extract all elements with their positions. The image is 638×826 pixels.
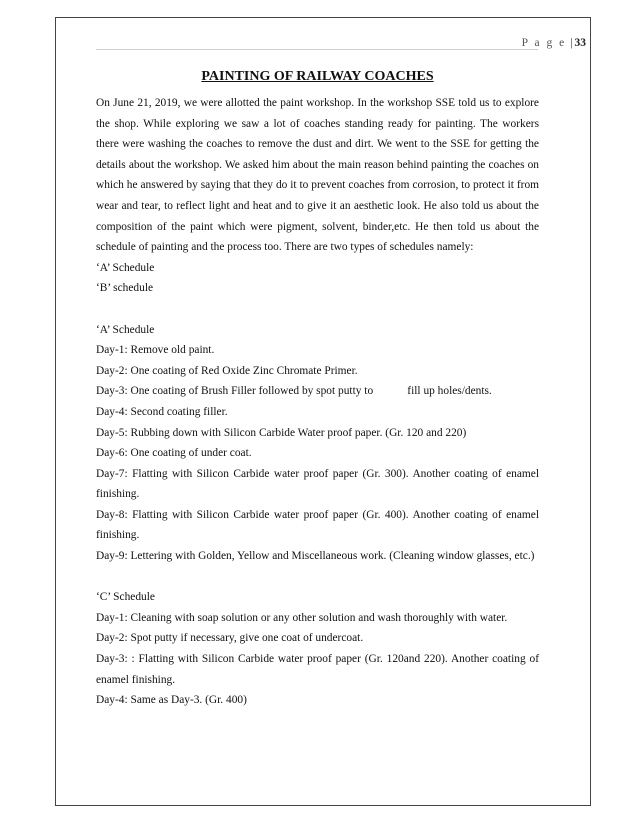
header-separator: |: [570, 37, 573, 49]
a-schedule-day: Day-4: Second coating filler.: [96, 405, 228, 418]
spacer: [96, 299, 539, 320]
a-schedule-day: Day-8: Flatting with Silicon Carbide water proof paper (Gr. 400). Another coating of enamel finishing.: [96, 508, 539, 542]
c-schedule-day: Day-4: Same as Day-3. (Gr. 400): [96, 694, 247, 707]
schedule-type-item: ‘A’ Schedule: [96, 261, 155, 274]
spacer: [96, 567, 539, 588]
a-schedule-heading: ‘A’ Schedule: [96, 323, 155, 336]
intro-paragraph: On June 21, 2019, we were allotted the paint workshop. In the workshop SSE told us to explore the shop. While exploring we saw a lot of coaches standing ready for painting. The workers there were washing the coaches to remove the dust and dirt. We went to the SSE for getting the details about the workshop. We asked him about the main reason behind painting the coaches on which he answered by saying that they do it to prevent coaches from corrosion, to protect it from wear and tear, to reflect light and heat and to give it an aesthetic look. He also told us about the composition of the paint which were pigment, solvent, binder,etc. He then told us about the schedule of painting and the process too. There are two types of schedules namely:: [96, 97, 539, 254]
document-title: PAINTING OF RAILWAY COACHES: [201, 69, 434, 84]
a-schedule-day: Day-1: Remove old paint.: [96, 344, 215, 357]
a-schedule-day: Day-7: Flatting with Silicon Carbide water proof paper (Gr. 300). Another coating of enamel finishing.: [96, 467, 539, 501]
a-schedule-day: Day-9: Lettering with Golden, Yellow and Miscellaneous work. (Cleaning window glasses, etc.): [96, 550, 535, 563]
a-schedule-day: Day-3: One coating of Brush Filler followed by spot putty to fill up holes/dents.: [96, 385, 492, 398]
document-body: [96, 66, 539, 711]
a-schedule-day: Day-6: One coating of under coat.: [96, 447, 252, 460]
c-schedule-day: Day-1: Cleaning with soap solution or any other solution and wash thoroughly with water.: [96, 611, 508, 624]
a-schedule-day: Day-5: Rubbing down with Silicon Carbide Water proof paper. (Gr. 120 and 220): [96, 426, 467, 439]
page-header: [522, 37, 586, 49]
header-rule: [96, 49, 538, 50]
c-schedule-day: Day-2: Spot putty if necessary, give one coat of undercoat.: [96, 632, 364, 645]
a-schedule-day: Day-2: One coating of Red Oxide Zinc Chromate Primer.: [96, 364, 358, 377]
page-label: P a g e: [521, 37, 567, 49]
c-schedule-day: Day-3: : Flatting with Silicon Carbide water proof paper (Gr. 120and 220). Another coating of enamel finishing.: [96, 653, 539, 686]
schedule-type-item: ‘B’ schedule: [96, 282, 154, 295]
c-schedule-heading: ‘C’ Schedule: [96, 591, 155, 604]
page-number: 33: [574, 37, 586, 49]
